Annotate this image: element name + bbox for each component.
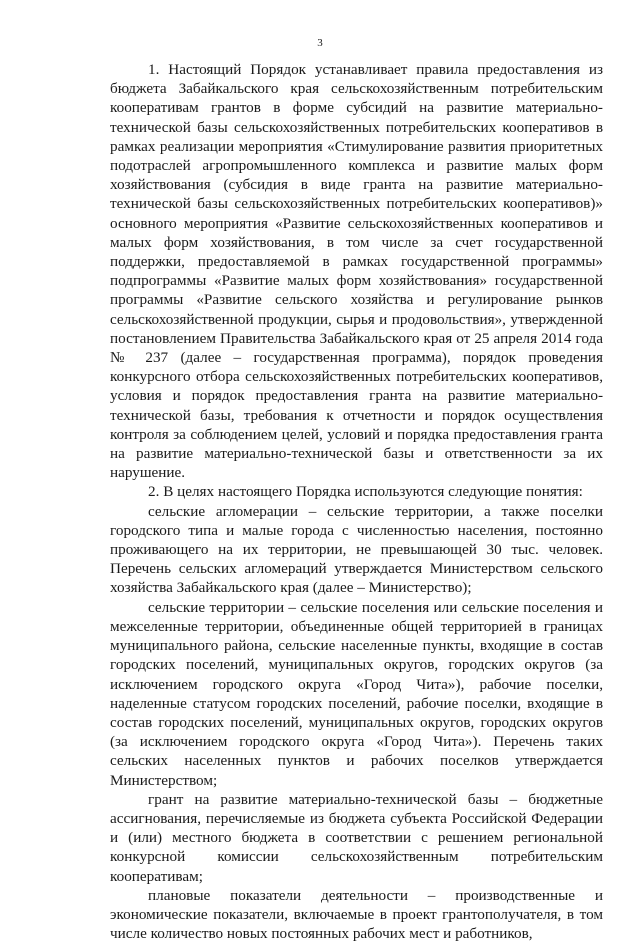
paragraph-6: плановые показатели деятельности – производственные и экономические показатели, включаемые в проект грантополучателя, в том числе количество новых постоянных рабочих мест и работников,: [110, 886, 603, 943]
paragraph-2: 2. В целях настоящего Порядка используются следующие понятия:: [148, 483, 583, 501]
page-number: 3: [317, 37, 323, 49]
paragraph-1: 1. Настоящий Порядок устанавливает правила предоставления из бюджета Забайкальского края сельскохозяйственным потребительским кооперативам грантов в форме субсидий на развитие материально-технической базы сельскохозяйственных потребительских кооперативов в рамках реализации мероприятия «Стимулирование развития приоритетных подотраслей агропромышленного комплекса и развитие малых форм хозяйствования (субсидия в виде гранта на развитие материально-технической базы сельскохозяйственных потребительских кооперативов)» основного мероприятия «Развитие сельскохозяйственных кооперативов и малых форм хозяйствования, в том числе за счет государственной поддержки, предоставляемой в рамках государственной программы» подпрограммы «Развитие малых форм хозяйствования» государственной программы «Развитие сельского хозяйства и регулирование рынков сельскохозяйственной продукции, сырья и продовольствия», утвержденной постановлением Правительства Забайкальского края от 25 апреля 2014 года № 237 (далее – государственная программа), порядок проведения конкурсного отбора сельскохозяйственных потребительских кооперативов, условия и порядок предоставления гранта на развитие материально-технической базы, требования к отчетности и порядок осуществления контроля за соблюдением целей, условий и порядка предоставления гранта на развитие материально-технической базы и ответственности за их нарушение.: [110, 61, 603, 482]
document-body: [110, 60, 603, 943]
paragraph-3: сельские агломерации – сельские территории, а также поселки городского типа и малые города с численностью населения, постоянно проживающего на их территории, не превышающей 30 тыс. человек. Перечень сельских агломераций утверждается Министерством сельского хозяйства Забайкальского края (далее – Министерство);: [110, 502, 603, 597]
paragraph-5: грант на развитие материально-технической базы – бюджетные ассигнования, перечисляемые из бюджета субъекта Российской Федерации и (или) местного бюджета в соответствии с решением региональной конкурсной комиссии сельскохозяйственным потребительским кооперативам;: [110, 790, 603, 885]
paragraph-4: сельские территории – сельские поселения или сельские поселения и межселенные территории, объединенные общей территорией в границах муниципального района, сельские населенные пункты, входящие в состав городских поселений, муниципальных округов, городских округов (за исключением городского округа «Город Чита»), рабочие поселки, наделенные статусом городских поселений, рабочие поселки, входящие в состав городских поселений, муниципальных округов, городских округов (за исключением городского округа «Город Чита»). Перечень таких сельских населенных пунктов и рабочих поселков утверждается Министерством;: [110, 598, 603, 789]
